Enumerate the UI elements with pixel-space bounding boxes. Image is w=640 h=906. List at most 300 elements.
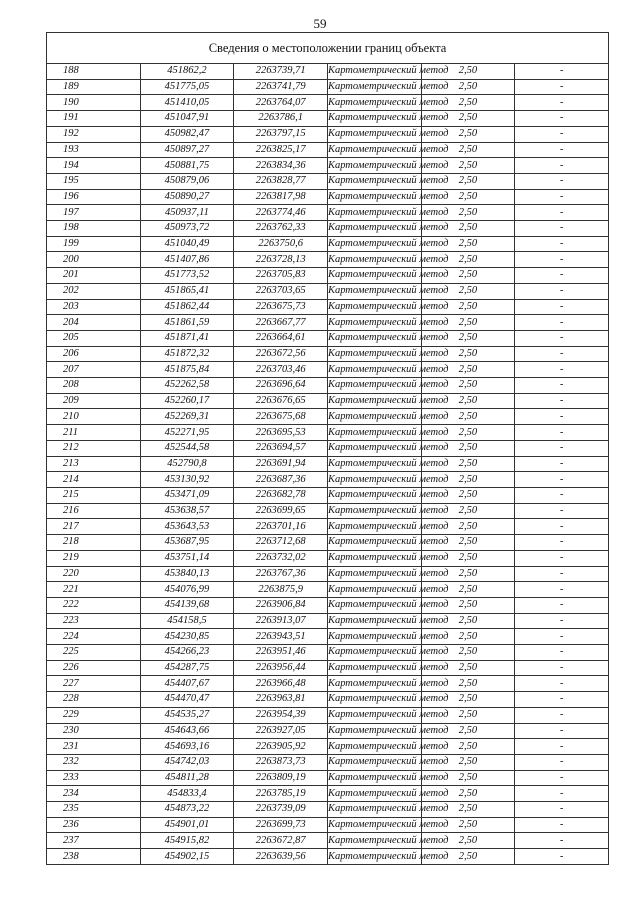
method-cell: Картометрический метод (327, 613, 421, 629)
error-value-cell: 2,50 (421, 833, 515, 849)
coordinate-x-cell: 451773,52 (140, 268, 234, 284)
error-value-cell: 2,50 (421, 64, 515, 80)
method-cell: Картометрический метод (327, 597, 421, 613)
coordinate-y-cell: 2263762,33 (234, 221, 328, 237)
point-number-cell: 222 (47, 597, 141, 613)
description-cell: - (515, 299, 609, 315)
method-cell: Картометрический метод (327, 283, 421, 299)
error-value-cell: 2,50 (421, 126, 515, 142)
method-cell: Картометрический метод (327, 205, 421, 221)
error-value-cell: 2,50 (421, 582, 515, 598)
coordinate-x-cell: 451875,84 (140, 362, 234, 378)
description-cell: - (515, 64, 609, 80)
coordinate-x-cell: 454230,85 (140, 629, 234, 645)
table-row (47, 456, 609, 472)
method-cell: Картометрический метод (327, 550, 421, 566)
description-cell: - (515, 676, 609, 692)
table-title: Сведения о местоположении границ объекта (47, 33, 609, 64)
error-value-cell: 2,50 (421, 393, 515, 409)
table-row (47, 205, 609, 221)
table-row (47, 770, 609, 786)
table-row (47, 299, 609, 315)
point-number-cell: 235 (47, 802, 141, 818)
coordinate-x-cell: 454643,66 (140, 723, 234, 739)
table-row (47, 692, 609, 708)
coordinate-y-cell: 2263956,44 (234, 660, 328, 676)
point-number-cell: 188 (47, 64, 141, 80)
method-cell: Картометрический метод (327, 346, 421, 362)
table-row (47, 393, 609, 409)
coordinate-x-cell: 454693,16 (140, 739, 234, 755)
coordinate-y-cell: 2263767,36 (234, 566, 328, 582)
method-cell: Картометрический метод (327, 582, 421, 598)
error-value-cell: 2,50 (421, 550, 515, 566)
point-number-cell: 218 (47, 535, 141, 551)
point-number-cell: 202 (47, 283, 141, 299)
error-value-cell: 2,50 (421, 629, 515, 645)
method-cell: Картометрический метод (327, 770, 421, 786)
table-row (47, 535, 609, 551)
coordinate-x-cell: 454742,03 (140, 754, 234, 770)
method-cell: Картометрический метод (327, 315, 421, 331)
point-number-cell: 212 (47, 440, 141, 456)
method-cell: Картометрический метод (327, 503, 421, 519)
coordinate-y-cell: 2263875,9 (234, 582, 328, 598)
coordinate-y-cell: 2263739,71 (234, 64, 328, 80)
table-row (47, 158, 609, 174)
coordinate-x-cell: 454139,68 (140, 597, 234, 613)
table-row (47, 283, 609, 299)
description-cell: - (515, 409, 609, 425)
coordinate-x-cell: 452260,17 (140, 393, 234, 409)
coordinate-y-cell: 2263825,17 (234, 142, 328, 158)
coordinate-x-cell: 454902,15 (140, 849, 234, 865)
method-cell: Картометрический метод (327, 676, 421, 692)
error-value-cell: 2,50 (421, 362, 515, 378)
coordinate-y-cell: 2263785,19 (234, 786, 328, 802)
error-value-cell: 2,50 (421, 676, 515, 692)
table-title-row (47, 33, 609, 64)
error-value-cell: 2,50 (421, 268, 515, 284)
method-cell: Картометрический метод (327, 378, 421, 394)
coordinate-y-cell: 2263703,65 (234, 283, 328, 299)
point-number-cell: 223 (47, 613, 141, 629)
point-number-cell: 230 (47, 723, 141, 739)
method-cell: Картометрический метод (327, 535, 421, 551)
table-row (47, 221, 609, 237)
coordinate-x-cell: 451410,05 (140, 95, 234, 111)
method-cell: Картометрический метод (327, 472, 421, 488)
description-cell: - (515, 378, 609, 394)
description-cell: - (515, 629, 609, 645)
point-number-cell: 228 (47, 692, 141, 708)
description-cell: - (515, 582, 609, 598)
coordinate-y-cell: 2263741,79 (234, 79, 328, 95)
coordinate-x-cell: 454158,5 (140, 613, 234, 629)
point-number-cell: 236 (47, 817, 141, 833)
description-cell: - (515, 268, 609, 284)
coordinate-x-cell: 450879,06 (140, 173, 234, 189)
error-value-cell: 2,50 (421, 283, 515, 299)
method-cell: Картометрический метод (327, 221, 421, 237)
description-cell: - (515, 330, 609, 346)
description-cell: - (515, 849, 609, 865)
point-number-cell: 219 (47, 550, 141, 566)
table-row (47, 425, 609, 441)
coordinate-x-cell: 454266,23 (140, 645, 234, 661)
description-cell: - (515, 440, 609, 456)
coordinate-x-cell: 451871,41 (140, 330, 234, 346)
table-row (47, 126, 609, 142)
coordinate-y-cell: 2263951,46 (234, 645, 328, 661)
error-value-cell: 2,50 (421, 456, 515, 472)
coordinate-y-cell: 2263828,77 (234, 173, 328, 189)
error-value-cell: 2,50 (421, 142, 515, 158)
description-cell: - (515, 817, 609, 833)
error-value-cell: 2,50 (421, 440, 515, 456)
coordinate-y-cell: 2263675,73 (234, 299, 328, 315)
coordinate-y-cell: 2263667,77 (234, 315, 328, 331)
error-value-cell: 2,50 (421, 802, 515, 818)
point-number-cell: 225 (47, 645, 141, 661)
error-value-cell: 2,50 (421, 252, 515, 268)
description-cell: - (515, 754, 609, 770)
coordinate-y-cell: 2263639,56 (234, 849, 328, 865)
table-row (47, 707, 609, 723)
table-row (47, 346, 609, 362)
coordinate-x-cell: 451862,2 (140, 64, 234, 80)
coordinate-y-cell: 2263906,84 (234, 597, 328, 613)
method-cell: Картометрический метод (327, 126, 421, 142)
point-number-cell: 195 (47, 173, 141, 189)
table-row (47, 503, 609, 519)
method-cell: Картометрический метод (327, 660, 421, 676)
error-value-cell: 2,50 (421, 95, 515, 111)
description-cell: - (515, 221, 609, 237)
description-cell: - (515, 283, 609, 299)
method-cell: Картометрический метод (327, 79, 421, 95)
coordinate-y-cell: 2263750,6 (234, 236, 328, 252)
error-value-cell: 2,50 (421, 770, 515, 786)
point-number-cell: 190 (47, 95, 141, 111)
description-cell: - (515, 79, 609, 95)
point-number-cell: 193 (47, 142, 141, 158)
method-cell: Картометрический метод (327, 645, 421, 661)
point-number-cell: 217 (47, 519, 141, 535)
coordinate-x-cell: 451872,32 (140, 346, 234, 362)
coordinate-x-cell: 454915,82 (140, 833, 234, 849)
coordinate-x-cell: 454287,75 (140, 660, 234, 676)
description-cell: - (515, 597, 609, 613)
table-row (47, 409, 609, 425)
error-value-cell: 2,50 (421, 817, 515, 833)
coordinate-x-cell: 453751,14 (140, 550, 234, 566)
description-cell: - (515, 472, 609, 488)
description-cell: - (515, 707, 609, 723)
coordinate-y-cell: 2263696,64 (234, 378, 328, 394)
description-cell: - (515, 786, 609, 802)
point-number-cell: 205 (47, 330, 141, 346)
method-cell: Картометрический метод (327, 707, 421, 723)
coordinate-x-cell: 453130,92 (140, 472, 234, 488)
point-number-cell: 204 (47, 315, 141, 331)
coordinate-x-cell: 452269,31 (140, 409, 234, 425)
description-cell: - (515, 189, 609, 205)
table-row (47, 566, 609, 582)
table-row (47, 268, 609, 284)
point-number-cell: 192 (47, 126, 141, 142)
point-number-cell: 238 (47, 849, 141, 865)
method-cell: Картометрический метод (327, 456, 421, 472)
error-value-cell: 2,50 (421, 739, 515, 755)
table-row (47, 723, 609, 739)
coordinate-y-cell: 2263873,73 (234, 754, 328, 770)
error-value-cell: 2,50 (421, 503, 515, 519)
point-number-cell: 229 (47, 707, 141, 723)
coordinate-x-cell: 453471,09 (140, 487, 234, 503)
description-cell: - (515, 802, 609, 818)
coordinate-y-cell: 2263664,61 (234, 330, 328, 346)
description-cell: - (515, 566, 609, 582)
error-value-cell: 2,50 (421, 566, 515, 582)
error-value-cell: 2,50 (421, 158, 515, 174)
error-value-cell: 2,50 (421, 299, 515, 315)
table-row (47, 440, 609, 456)
error-value-cell: 2,50 (421, 205, 515, 221)
error-value-cell: 2,50 (421, 754, 515, 770)
error-value-cell: 2,50 (421, 472, 515, 488)
point-number-cell: 206 (47, 346, 141, 362)
error-value-cell: 2,50 (421, 692, 515, 708)
point-number-cell: 224 (47, 629, 141, 645)
method-cell: Картометрический метод (327, 330, 421, 346)
method-cell: Картометрический метод (327, 252, 421, 268)
table-body (47, 64, 609, 865)
method-cell: Картометрический метод (327, 95, 421, 111)
error-value-cell: 2,50 (421, 221, 515, 237)
coordinate-y-cell: 2263699,65 (234, 503, 328, 519)
point-number-cell: 214 (47, 472, 141, 488)
error-value-cell: 2,50 (421, 346, 515, 362)
point-number-cell: 234 (47, 786, 141, 802)
description-cell: - (515, 456, 609, 472)
description-cell: - (515, 550, 609, 566)
point-number-cell: 209 (47, 393, 141, 409)
coordinate-x-cell: 450890,27 (140, 189, 234, 205)
table-row (47, 519, 609, 535)
coordinate-x-cell: 454873,22 (140, 802, 234, 818)
coordinate-x-cell: 454833,4 (140, 786, 234, 802)
method-cell: Картометрический метод (327, 833, 421, 849)
error-value-cell: 2,50 (421, 535, 515, 551)
point-number-cell: 196 (47, 189, 141, 205)
description-cell: - (515, 205, 609, 221)
coordinate-x-cell: 451862,44 (140, 299, 234, 315)
point-number-cell: 208 (47, 378, 141, 394)
boundary-coordinates-table (46, 32, 609, 865)
coordinate-y-cell: 2263691,94 (234, 456, 328, 472)
table-row (47, 660, 609, 676)
coordinate-x-cell: 454901,01 (140, 817, 234, 833)
method-cell: Картометрический метод (327, 739, 421, 755)
method-cell: Картометрический метод (327, 158, 421, 174)
table-row (47, 111, 609, 127)
description-cell: - (515, 142, 609, 158)
coordinate-y-cell: 2263732,02 (234, 550, 328, 566)
coordinate-x-cell: 452262,58 (140, 378, 234, 394)
table-row (47, 79, 609, 95)
coordinate-x-cell: 451861,59 (140, 315, 234, 331)
coordinate-y-cell: 2263786,1 (234, 111, 328, 127)
description-cell: - (515, 833, 609, 849)
coordinate-y-cell: 2263963,81 (234, 692, 328, 708)
method-cell: Картометрический метод (327, 189, 421, 205)
point-number-cell: 198 (47, 221, 141, 237)
coordinate-x-cell: 453840,13 (140, 566, 234, 582)
error-value-cell: 2,50 (421, 613, 515, 629)
table-row (47, 676, 609, 692)
table-row (47, 315, 609, 331)
point-number-cell: 189 (47, 79, 141, 95)
description-cell: - (515, 362, 609, 378)
table-row (47, 550, 609, 566)
coordinate-x-cell: 452544,58 (140, 440, 234, 456)
table-row (47, 252, 609, 268)
coordinate-y-cell: 2263764,07 (234, 95, 328, 111)
coordinate-y-cell: 2263954,39 (234, 707, 328, 723)
coordinate-y-cell: 2263705,83 (234, 268, 328, 284)
point-number-cell: 199 (47, 236, 141, 252)
point-number-cell: 197 (47, 205, 141, 221)
coordinate-y-cell: 2263905,92 (234, 739, 328, 755)
description-cell: - (515, 535, 609, 551)
point-number-cell: 213 (47, 456, 141, 472)
table-row (47, 362, 609, 378)
table-row (47, 645, 609, 661)
coordinate-x-cell: 454811,28 (140, 770, 234, 786)
coordinate-y-cell: 2263694,57 (234, 440, 328, 456)
error-value-cell: 2,50 (421, 79, 515, 95)
point-number-cell: 211 (47, 425, 141, 441)
method-cell: Картометрический метод (327, 409, 421, 425)
description-cell: - (515, 126, 609, 142)
description-cell: - (515, 739, 609, 755)
error-value-cell: 2,50 (421, 597, 515, 613)
description-cell: - (515, 770, 609, 786)
point-number-cell: 201 (47, 268, 141, 284)
description-cell: - (515, 723, 609, 739)
coordinate-x-cell: 451865,41 (140, 283, 234, 299)
error-value-cell: 2,50 (421, 645, 515, 661)
coordinate-x-cell: 451047,91 (140, 111, 234, 127)
coordinate-x-cell: 453643,53 (140, 519, 234, 535)
coordinate-y-cell: 2263712,68 (234, 535, 328, 551)
coordinate-y-cell: 2263728,13 (234, 252, 328, 268)
page-number: 59 (313, 16, 327, 31)
description-cell: - (515, 503, 609, 519)
description-cell: - (515, 393, 609, 409)
coordinate-y-cell: 2263966,48 (234, 676, 328, 692)
method-cell: Картометрический метод (327, 629, 421, 645)
table-row (47, 817, 609, 833)
coordinate-y-cell: 2263703,46 (234, 362, 328, 378)
error-value-cell: 2,50 (421, 111, 515, 127)
method-cell: Картометрический метод (327, 802, 421, 818)
method-cell: Картометрический метод (327, 440, 421, 456)
coordinate-y-cell: 2263687,36 (234, 472, 328, 488)
description-cell: - (515, 660, 609, 676)
coordinate-x-cell: 453638,57 (140, 503, 234, 519)
error-value-cell: 2,50 (421, 378, 515, 394)
point-number-cell: 221 (47, 582, 141, 598)
table-row (47, 330, 609, 346)
coordinate-y-cell: 2263682,78 (234, 487, 328, 503)
table-row (47, 754, 609, 770)
coordinate-y-cell: 2263834,36 (234, 158, 328, 174)
coordinate-x-cell: 450937,11 (140, 205, 234, 221)
coordinate-x-cell: 450897,27 (140, 142, 234, 158)
coordinate-y-cell: 2263676,65 (234, 393, 328, 409)
description-cell: - (515, 487, 609, 503)
error-value-cell: 2,50 (421, 189, 515, 205)
table-row (47, 378, 609, 394)
method-cell: Картометрический метод (327, 299, 421, 315)
coordinate-y-cell: 2263797,15 (234, 126, 328, 142)
description-cell: - (515, 315, 609, 331)
table-row (47, 613, 609, 629)
table-row (47, 189, 609, 205)
coordinate-x-cell: 454470,47 (140, 692, 234, 708)
error-value-cell: 2,50 (421, 849, 515, 865)
error-value-cell: 2,50 (421, 409, 515, 425)
method-cell: Картометрический метод (327, 236, 421, 252)
table-row (47, 64, 609, 80)
point-number-cell: 227 (47, 676, 141, 692)
coordinate-x-cell: 450881,75 (140, 158, 234, 174)
description-cell: - (515, 692, 609, 708)
coordinate-x-cell: 452790,8 (140, 456, 234, 472)
table-row (47, 849, 609, 865)
error-value-cell: 2,50 (421, 236, 515, 252)
table-row (47, 472, 609, 488)
coordinate-x-cell: 451407,86 (140, 252, 234, 268)
coordinate-x-cell: 454535,27 (140, 707, 234, 723)
method-cell: Картометрический метод (327, 723, 421, 739)
table-row (47, 236, 609, 252)
coordinate-y-cell: 2263913,07 (234, 613, 328, 629)
error-value-cell: 2,50 (421, 330, 515, 346)
coordinate-x-cell: 452271,95 (140, 425, 234, 441)
error-value-cell: 2,50 (421, 425, 515, 441)
point-number-cell: 216 (47, 503, 141, 519)
point-number-cell: 231 (47, 739, 141, 755)
coordinate-x-cell: 451040,49 (140, 236, 234, 252)
method-cell: Картометрический метод (327, 111, 421, 127)
coordinate-y-cell: 2263701,16 (234, 519, 328, 535)
point-number-cell: 232 (47, 754, 141, 770)
point-number-cell: 194 (47, 158, 141, 174)
error-value-cell: 2,50 (421, 786, 515, 802)
coordinate-y-cell: 2263927,05 (234, 723, 328, 739)
table-row (47, 95, 609, 111)
method-cell: Картометрический метод (327, 519, 421, 535)
point-number-cell: 215 (47, 487, 141, 503)
point-number-cell: 200 (47, 252, 141, 268)
error-value-cell: 2,50 (421, 723, 515, 739)
method-cell: Картометрический метод (327, 393, 421, 409)
method-cell: Картометрический метод (327, 268, 421, 284)
description-cell: - (515, 158, 609, 174)
